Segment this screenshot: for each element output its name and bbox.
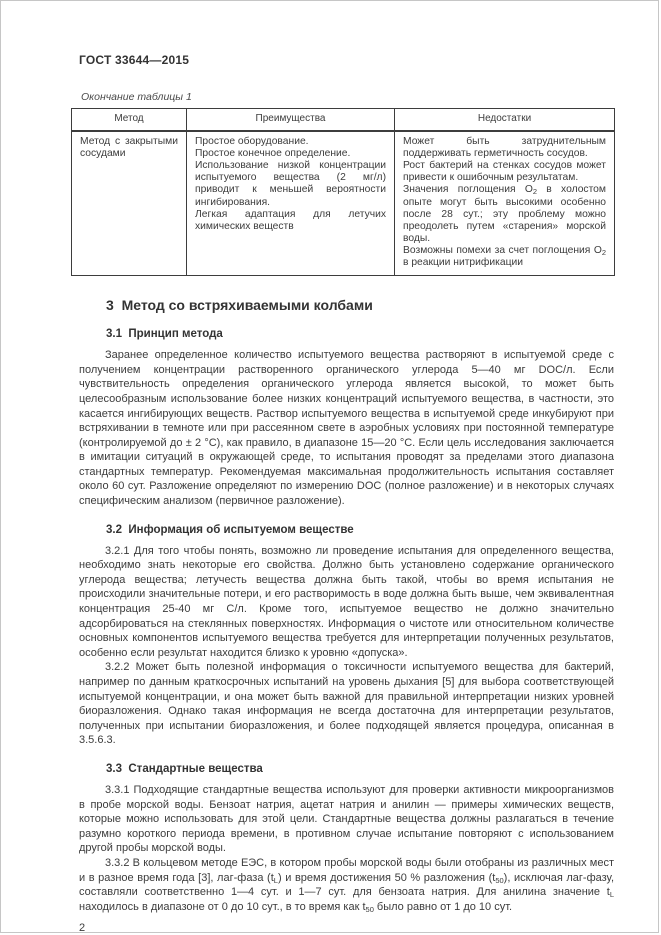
- paragraph-3-2-2: 3.2.2 Может быть полезной информация о токсичности испытуемого вещества для бактерий, например по данным краткосрочных испытаний на уровень дыхания [5] для выбора соответствующей испытуемой концентрации, и она может быть важной для правильной интерпретации низких уровней биоразложения. Однако такая информация не всегда достаточна для интерпретации результатов, полученных при испытании биоразложения, и более подходящей является процедура, описанная в 3.5.6.3.: [79, 661, 614, 747]
- disadvantages-cell: [395, 131, 615, 276]
- advantage-item: Использование низкой концентрации испытуемого вещества (2 мг/л) приводит к меньшей вероятности ингибирования.: [195, 160, 386, 208]
- disadvantage-item: Рост бактерий на стенках сосудов может привести к ошибочным результатам.: [403, 160, 606, 184]
- table-continuation-caption: Окончание таблицы 1: [81, 91, 192, 103]
- disadvantage-item: Значения поглощения $О_2$ в холостом опыте могут быть высокими особенно после 28 сут.; эту проблему можно преодолеть путем «старения» морской воды.: [403, 184, 606, 244]
- section-heading-3: 3 Метод со встряхиваемыми колбами: [106, 297, 373, 314]
- disadvantage-item: Может быть затруднительным поддерживать герметичность сосудов.: [403, 136, 606, 160]
- disadvantage-item: Возможны помехи за счет поглощения $О_2$ в реакции нитрификации: [403, 244, 606, 269]
- column-header-method: Метод: [72, 109, 187, 132]
- paragraph-3-1: Заранее определенное количество испытуемого вещества растворяют в испытуемой среде с получением концентрации растворенного органического углерода 5—40 мг DOC/л. Если чувствительность определения органического углерода является высокой, то может быть целесообразным использование более низких концентраций испытуемого вещества, в частности, это касается ингибирующих веществ. Раствор испытуемого вещества в испытуемой среде инкубируют при встряхивании в темноте или при рассеянном свете в аэробных условиях при постоянной температуре (контролируемой до ± 2 °С), как правило, в диапазоне 15—20 °С. Если цель исследования заключается в имитации ситуаций в окружающей среде, то испытания проводят за пределами этого диапазона стандартных температур. Рекомендуемая максимальная продолжительность испытания составляет около 60 сут. Разложение определяют по измерению DOC (полное разложение) и в некоторых случаях специфическим анализом (первичное разложение).: [79, 349, 614, 508]
- page-number: 2: [79, 922, 86, 935]
- advantage-item: Простое оборудование.: [195, 136, 309, 148]
- paragraph-3-2-1: 3.2.1 Для того чтобы понять, возможно ли проведение испытания для определенного вещества, необходимо знать некоторые его свойства. Должно быть установлено содержание органического углерода вещества; летучесть вещества должна быть такой, чтобы во время испытания не происходили значительные потери, и его растворимость в воде должна быть выше, чем эквивалентная концентрация 25-40 мг С/л. Кроме того, испытуемое вещество не должно значительно адсорбироваться на стеклянных поверхностях. Информация о чистоте или относительном количестве основных компонентов испытуемого вещества требуется для интерпретации полученных результатов, особенно если результат находится близко к уровню «допуска».: [79, 544, 614, 659]
- advantage-item: Простое конечное определение.: [195, 148, 351, 160]
- paragraph-3-3-1: 3.3.1 Подходящие стандартные вещества используют для проверки активности микроорганизмов в пробе морской воды. Бензоат натрия, ацетат натрия и анилин — примеры химических веществ, которые можно использовать для этой цели. Стандартные вещества должны разлагаться в течение разумно короткого периода времени, в противном случае испытание повторяют с использованием другой пробы морской воды.: [79, 783, 614, 855]
- table-header-row: [72, 109, 615, 132]
- advantages-cell: [187, 131, 395, 276]
- method-cell: Метод с закрытыми сосудами: [72, 131, 187, 276]
- paragraph-3-3-2: 3.3.2 В кольцевом методе ЕЭС, в котором пробы морской воды были отобраны из различных мест и в разное время года [3], лаг-фаза $(t_L)$ и время достижения 50 % разложения $(t_{50})$, исключая лаг-фазу, составляли соответственно 1—4 сут. и 1—7 сут. для бензоата натрия. Для анилина значение $t_L$ находилось в диапазоне от 0 до 10 сут., в то время как $t_{50}$ было равно от 1 до 10 сут.: [79, 856, 614, 914]
- subsection-heading-3-3: 3.3 Стандартные вещества: [106, 762, 263, 775]
- column-header-disadvantages: Недостатки: [395, 109, 615, 132]
- subsection-heading-3-2: 3.2 Информация об испытуемом веществе: [106, 523, 354, 536]
- subsection-heading-3-1: 3.1 Принцип метода: [106, 328, 223, 341]
- table-row: [72, 131, 615, 276]
- column-header-advantages: Преимущества: [187, 109, 395, 132]
- advantage-item: Легкая адаптация для летучих химических веществ: [195, 208, 386, 232]
- methods-comparison-table: [71, 108, 615, 276]
- standard-number: ГОСТ 33644—2015: [79, 53, 190, 67]
